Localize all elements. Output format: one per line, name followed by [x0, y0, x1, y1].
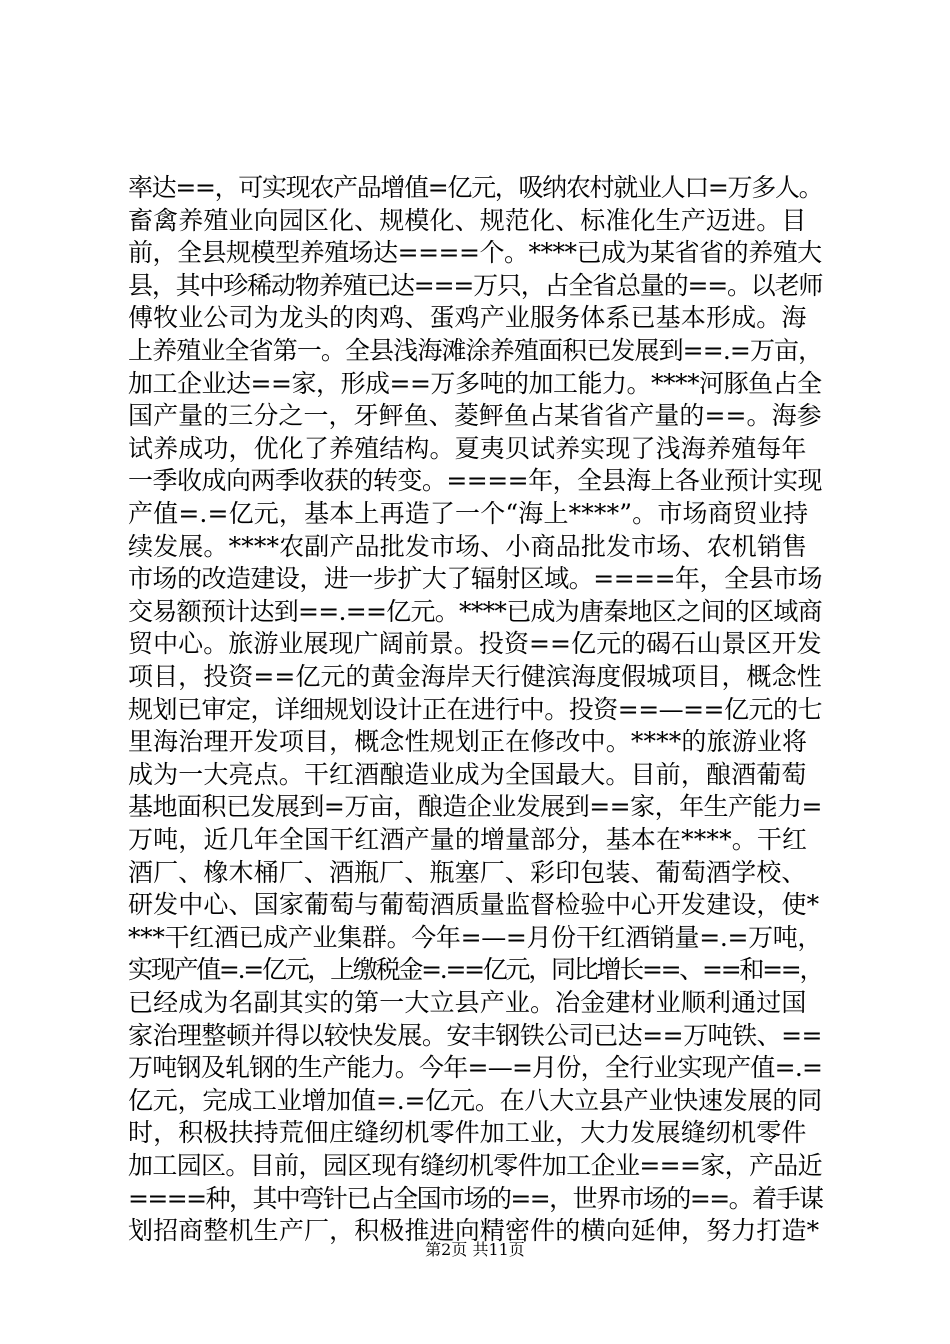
text-line: 产值=.=亿元，基本上再造了一个“海上****”。市场商贸业持: [128, 499, 809, 528]
text-line: 上养殖业全省第一。全县浅海滩涂养殖面积已发展到==.=万亩，: [128, 336, 823, 365]
text-line: 续发展。****农副产品批发市场、小商品批发市场、农机销售: [128, 531, 808, 561]
text-line: 划招商整机生产厂，积极推进向精密件的横向延伸，努力打造*: [128, 1216, 820, 1246]
text-line: 贸中心。旅游业展现广阔前景。投资==亿元的碣石山景区开发: [128, 629, 822, 659]
text-line: 畜禽养殖业向园区化、规模化、规范化、标准化生产迈进。目: [128, 205, 807, 235]
text-line: 成为一大亮点。干红酒酿造业成为全国最大。目前，酿酒葡萄: [128, 759, 807, 789]
text-line: 时，积极扶持荒佃庄缝纫机零件加工业，大力发展缝纫机零件: [128, 1118, 807, 1148]
text-line: 傅牧业公司为龙头的肉鸡、蛋鸡产业服务体系已基本形成。海: [128, 303, 807, 333]
text-line: 基地面积已发展到=万亩，酿造企业发展到==家，年生产能力=: [128, 792, 822, 822]
text-line: 加工园区。目前，园区现有缝纫机零件加工企业===家，产品近: [128, 1151, 822, 1180]
text-line: 万吨钢及轧钢的生产能力。今年=—=月份，全行业实现产值=.=: [128, 1053, 823, 1083]
text-line: 万吨，近几年全国干红酒产量的增量部分，基本在****。干红: [128, 825, 808, 854]
page-footer: 第2页 共11页: [425, 1240, 525, 1259]
text-line: 一季收成向两季收获的转变。====年，全县海上各业预计实现: [128, 466, 822, 496]
text-line: 国产量的三分之一，牙鲆鱼、菱鲆鱼占某省省产量的==。海参: [128, 401, 822, 431]
text-line: 酒厂、橡木桶厂、酒瓶厂、瓶塞厂、彩印包装、葡萄酒学校、: [128, 857, 807, 887]
text-line: ====种，其中弯针已占全国市场的==，世界市场的==。着手谋: [128, 1183, 823, 1213]
text-line: 县，其中珍稀动物养殖已达===万只，占全省总量的==。以老师: [128, 270, 823, 300]
text-line: 家治理整顿并得以较快发展。安丰钢铁公司已达==万吨铁、==: [128, 1020, 822, 1050]
text-line: 交易额预计达到==.==亿元。****已成为唐秦地区之间的区域商: [128, 596, 822, 626]
text-line: 率达==，可实现农产品增值=亿元，吸纳农村就业人口=万多人。: [128, 173, 823, 202]
text-line: 前，全县规模型养殖场达====个。****已成为某省省的养殖大: [128, 238, 822, 268]
text-line: 里海治理开发项目，概念性规划正在修改中。****的旅游业将: [128, 727, 808, 757]
text-line: 亿元，完成工业增加值=.=亿元。在八大立县产业快速发展的同: [128, 1085, 822, 1115]
text-line: 规划已审定，详细规划设计正在进行中。投资==—==亿元的七: [128, 694, 822, 724]
text-line: ***干红酒已成产业集群。今年=—=月份干红酒销量=.=万吨，: [128, 922, 823, 952]
text-line: 加工企业达==家，形成==万多吨的加工能力。****河豚鱼占全: [128, 368, 822, 398]
text-line: 已经成为名副其实的第一大立县产业。冶金建材业顺利通过国: [128, 988, 807, 1017]
text-line: 研发中心、国家葡萄与葡萄酒质量监督检验中心开发建设，使*: [128, 890, 820, 920]
text-line: 实现产值=.=亿元，上缴税金=.==亿元，同比增长==、==和==，: [128, 955, 823, 985]
text-line: 市场的改造建设，进一步扩大了辐射区域。====年，全县市场: [128, 564, 822, 594]
text-line: 试养成功，优化了养殖结构。夏夷贝试养实现了浅海养殖每年: [128, 433, 807, 463]
text-line: 项目，投资==亿元的黄金海岸天行健滨海度假城项目，概念性: [128, 662, 822, 691]
